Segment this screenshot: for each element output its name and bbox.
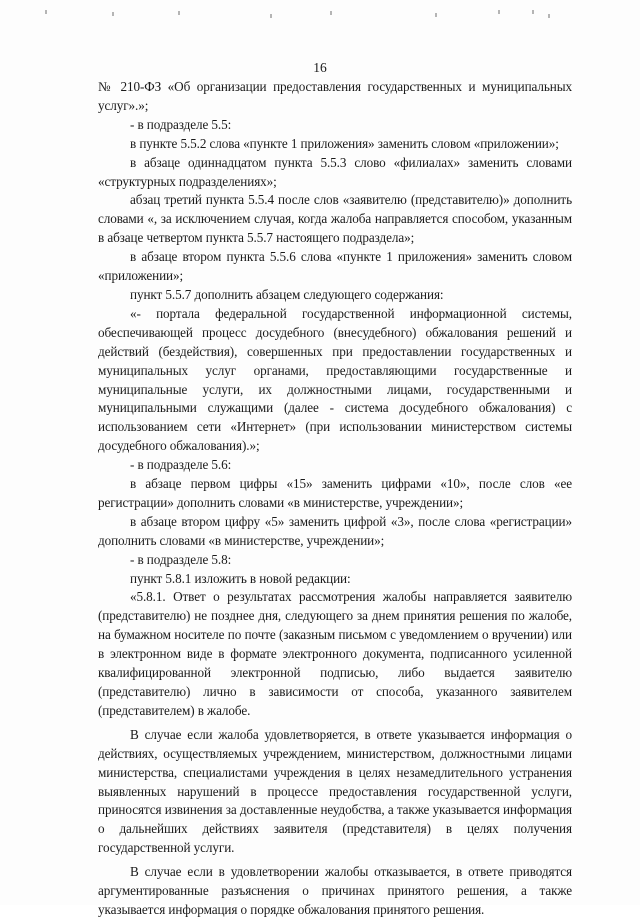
paragraph: № 210-ФЗ «Об организации предоставления государственных и муниципальных услуг».»; [98,79,572,113]
paragraph: в абзаце одиннадцатом пункта 5.5.3 слово «филиалах» заменить словами «структурных подразделениях»; [98,154,572,189]
scan-artifacts [0,8,640,38]
paragraph: «5.8.1. Ответ о результатах рассмотрения жалобы направляется заявителю (представителю) не позднее дня, следующего за днем принятия решения по жалобе, на бумажном носителе по почте (заказным письмом с уведомлением о вручении) или в электронном виде в формате электронного документа, подписанного усиленной квалифицированной электронной подписью, либо выдается заявителю (представителю) лично в зависимости от способа, указанного заявителем (представителем) в жалобе. [98,589,572,718]
paragraph: - в подразделе 5.5: [130,116,232,132]
paragraph: в абзаце втором цифру «5» заменить цифрой «3», после слова «регистрации» дополнить словами «в министерстве, учреждении»; [98,513,572,548]
paragraph: в абзаце втором пункта 5.5.6 слова «пункте 1 приложения» заменить словом «приложении»; [98,249,572,284]
paragraph: пункт 5.8.1 изложить в новой редакции: [130,570,351,586]
paragraph: В случае если в удовлетворении жалобы отказывается, в ответе приводятся аргументированные разъяснения о причинах принятого решения, а также указывается информация о порядке обжалования принятого решения. [98,864,572,917]
paragraph: в пункте 5.5.2 слова «пункте 1 приложения» заменить словом «приложении»; [130,135,559,151]
paragraph: в абзаце первом цифры «15» заменить цифрами «10», после слов «ее регистрации» дополнить словами «в министерстве, учреждении»; [98,476,572,510]
page-number: 16 [313,60,327,75]
paragraph: В случае если жалоба удовлетворяется, в ответе указывается информация о действиях, осуществляемых учреждением, министерством, должностными лицами министерства, специалистами учреждения в целях незамедлительного устранения выявленных нарушений в процессе предоставления государственной услуги, приносятся извинения за доставленные неудобства, а также указывается информация о дальнейших действиях заявителя (представителя) в целях получения государственной услуги. [98,726,572,856]
paragraph: пункт 5.5.7 дополнить абзацем следующего содержания: [130,286,444,302]
document-body [98,78,572,920]
paragraph: «- портала федеральной государственной информационной системы, обеспечивающей процесс досудебного (внесудебного) обжалования решений и действий (бездействия), совершенных при предоставлении государственных и муниципальных услуг органами, предоставляющими государственные и муниципальные услуги, их должностными лицами, государственными и муниципальными служащими (далее - система досудебного обжалования) с использованием сети «Интернет» (при использовании министерством системы досудебного обжалования).»; [98,305,572,454]
paragraph: абзац третий пункта 5.5.4 после слов «заявителю (представителю)» дополнить словами «, за исключением случая, когда жалоба направляется способом, указанным в абзаце четвертом пункта 5.5.7 настоящего подраздела»; [98,192,572,246]
paragraph: - в подразделе 5.6: [130,457,232,473]
paragraph: - в подразделе 5.8: [130,551,232,567]
